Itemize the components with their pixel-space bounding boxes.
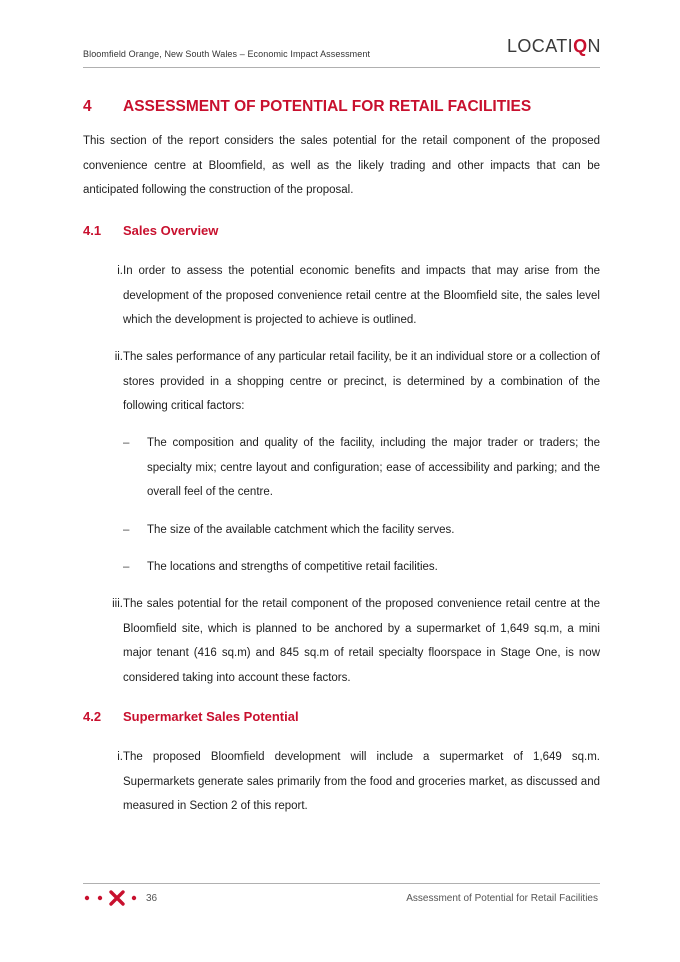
- footer-divider: [83, 883, 600, 884]
- bullet-dash: –: [123, 561, 130, 573]
- subsection-heading-4-1: [83, 223, 218, 238]
- list-item-text: The sales potential for the retail component of the proposed convenience retail centre at the Bloomfield site, which is planned to be anchored by a supermarket of 1,649 sq.m, a mini major tenant (416 sq.m) and 845 sq.m of retail specialty floorspace in Stage One, is now considered taking into account these factors.: [123, 598, 600, 684]
- page-header-title: Bloomfield Orange, New South Wales – Economic Impact Assessment: [83, 49, 371, 59]
- footer-dot-icon: [132, 896, 136, 900]
- list-marker: ii.: [114, 351, 123, 363]
- footer-dot-icon: [85, 896, 89, 900]
- subsection-heading-4-2: [83, 709, 299, 724]
- subsection-number: 4.1: [83, 223, 102, 238]
- list-marker: i.: [117, 265, 123, 277]
- footer-cross-icon: [111, 892, 123, 904]
- list-item-text: In order to assess the potential economic benefits and impacts that may arise from the development of the proposed convenience retail centre at the Bloomfield site, the sales level which the development is projected to achieve is outlined.: [123, 265, 600, 326]
- section-number: 4: [83, 98, 92, 115]
- subsection-title: Supermarket Sales Potential: [123, 709, 299, 724]
- footer-section-title: Assessment of Potential for Retail Facilities: [406, 893, 598, 904]
- list-marker: iii.: [112, 598, 123, 610]
- bullet-text: The size of the available catchment which the facility serves.: [147, 524, 455, 536]
- page-number: 36: [146, 893, 158, 904]
- list-item-text: The sales performance of any particular retail facility, be it an individual store or a collection of stores provided in a shopping centre or precinct, is determined by a combination of the following critical factors:: [123, 351, 600, 412]
- list-marker: i.: [117, 751, 123, 763]
- bullet-text: The locations and strengths of competitive retail facilities.: [147, 561, 438, 573]
- header-divider: [83, 67, 600, 68]
- bullet-dash: –: [123, 524, 130, 536]
- list-item-text: The proposed Bloomfield development will include a supermarket of 1,649 sq.m. Supermarkets generate sales primarily from the food and groceries market, as discussed and measured in Section 2 of this report.: [123, 751, 600, 812]
- company-logo: LOCATIQN: [507, 36, 601, 56]
- bullet-text: The composition and quality of the facility, including the major trader or traders; the specialty mix; centre layout and configuration; ease of accessibility and parking; and the overall feel of the centre.: [147, 437, 600, 498]
- bullet-dash: –: [123, 437, 130, 449]
- footer-dot-icon: [98, 896, 102, 900]
- subsection-number: 4.2: [83, 709, 102, 724]
- section-title: ASSESSMENT OF POTENTIAL FOR RETAIL FACILITIES: [123, 98, 532, 115]
- section-intro-paragraph: This section of the report considers the sales potential for the retail component of the proposed convenience centre at Bloomfield, as well as the likely trading and other impacts that can be anticipated following the construction of the proposal.: [83, 135, 600, 196]
- section-heading: [83, 98, 531, 116]
- subsection-title: Sales Overview: [123, 223, 219, 238]
